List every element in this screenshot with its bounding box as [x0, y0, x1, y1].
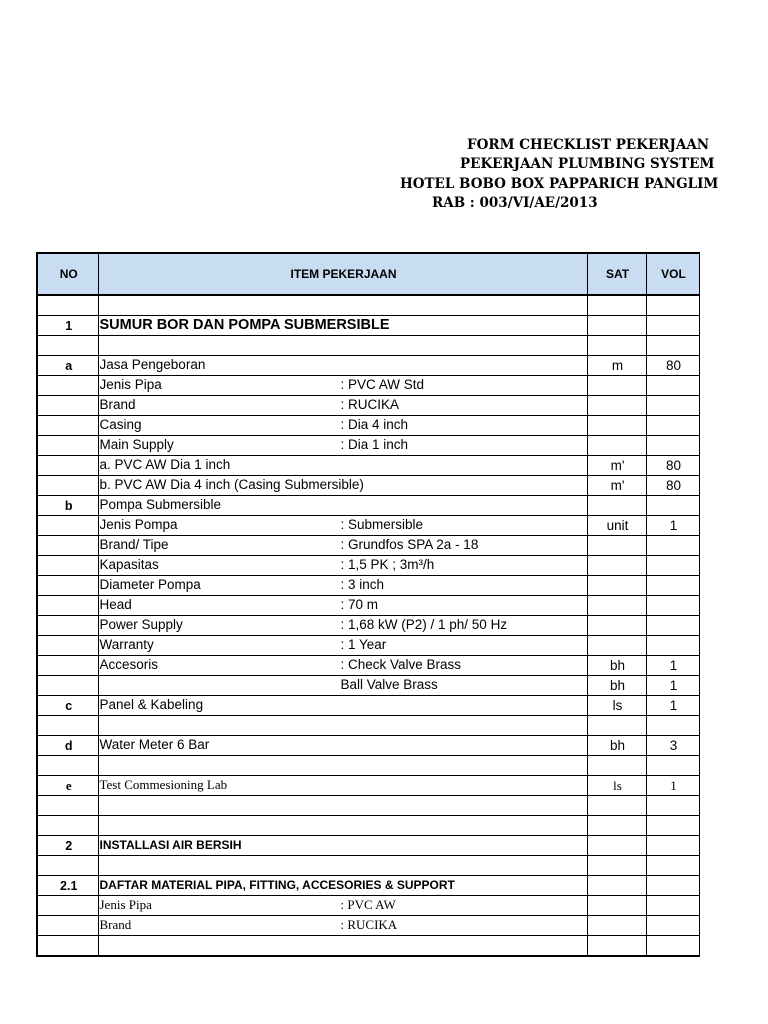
cell-vol[interactable] — [646, 596, 699, 616]
cell-no[interactable] — [37, 416, 98, 436]
cell-no[interactable]: 1 — [37, 316, 98, 336]
cell-vol[interactable]: 1 — [646, 676, 699, 696]
table-row — [37, 616, 699, 636]
cell-vol[interactable] — [646, 376, 699, 396]
item-spec-value: : RUCIKA — [340, 397, 400, 412]
cell-no[interactable] — [37, 476, 98, 496]
cell-vol[interactable] — [646, 396, 699, 416]
cell-vol[interactable]: 1 — [646, 516, 699, 536]
cell-sat[interactable] — [587, 756, 646, 776]
table-row — [37, 696, 699, 716]
cell-item[interactable] — [98, 436, 587, 456]
cell-no[interactable] — [37, 756, 98, 776]
cell-vol[interactable] — [646, 336, 699, 356]
cell-no[interactable] — [37, 396, 98, 416]
cell-sat[interactable]: bh — [587, 736, 646, 756]
item-label: SUMUR BOR DAN POMPA SUBMERSIBLE — [99, 317, 390, 333]
item-label: Jenis Pompa — [99, 517, 178, 532]
cell-no[interactable] — [37, 896, 98, 916]
item-spec-value: : Check Valve Brass — [340, 657, 462, 672]
form-title: FORM CHECKLIST PEKERJAAN — [467, 137, 710, 153]
cell-vol[interactable] — [646, 416, 699, 436]
item-label: Panel & Kabeling — [99, 697, 204, 712]
item-label: Brand/ Tipe — [99, 537, 169, 552]
cell-sat[interactable]: unit — [587, 516, 646, 536]
item-spec-value: : 1 Year — [340, 637, 387, 652]
cell-item[interactable] — [98, 496, 587, 516]
item-label: Water Meter 6 Bar — [99, 737, 210, 752]
cell-sat[interactable] — [587, 916, 646, 936]
cell-item[interactable] — [98, 295, 587, 316]
cell-item[interactable] — [98, 596, 587, 616]
cell-no[interactable]: c — [37, 696, 98, 716]
header-sat: SAT — [587, 253, 646, 295]
item-label: Jenis Pipa — [99, 897, 152, 912]
item-label: Main Supply — [99, 437, 174, 452]
cell-sat[interactable] — [587, 596, 646, 616]
table-row — [37, 756, 699, 776]
header-no: NO — [37, 253, 98, 295]
cell-no[interactable]: 2 — [37, 836, 98, 856]
item-label: Jenis Pipa — [99, 377, 162, 392]
table-row — [37, 836, 699, 856]
cell-vol[interactable] — [646, 496, 699, 516]
cell-vol[interactable] — [646, 836, 699, 856]
item-label: Power Supply — [99, 617, 183, 632]
item-label: Accesoris — [99, 657, 159, 672]
spreadsheet — [36, 252, 698, 940]
cell-vol[interactable] — [646, 536, 699, 556]
table-row — [37, 536, 699, 556]
table-row — [37, 636, 699, 656]
cell-vol[interactable]: 1 — [646, 776, 699, 796]
cell-no[interactable]: b — [37, 496, 98, 516]
cell-vol[interactable] — [646, 856, 699, 876]
cell-vol[interactable] — [646, 876, 699, 896]
item-spec-value: : Submersible — [340, 517, 424, 532]
table-row — [37, 876, 699, 896]
table-header-row — [37, 253, 699, 295]
table-body — [37, 295, 699, 956]
cell-item[interactable] — [98, 776, 587, 796]
cell-vol[interactable] — [646, 756, 699, 776]
table-row — [37, 896, 699, 916]
table-row — [37, 716, 699, 736]
cell-sat[interactable] — [587, 436, 646, 456]
cell-item[interactable] — [98, 356, 587, 376]
table-row — [37, 916, 699, 936]
item-label: Diameter Pompa — [99, 577, 201, 592]
cell-vol[interactable] — [646, 556, 699, 576]
cell-no[interactable] — [37, 336, 98, 356]
table-row — [37, 796, 699, 816]
cell-item[interactable] — [98, 316, 587, 336]
table-row — [37, 476, 699, 496]
cell-item[interactable] — [98, 556, 587, 576]
table-row — [37, 496, 699, 516]
cell-sat[interactable]: m' — [587, 456, 646, 476]
cell-item[interactable] — [98, 816, 587, 836]
cell-no[interactable] — [37, 676, 98, 696]
item-label: Pompa Submersible — [99, 497, 222, 512]
item-spec-value: : Dia 4 inch — [340, 417, 409, 432]
cell-item[interactable] — [98, 936, 587, 957]
item-label: a. PVC AW Dia 1 inch — [99, 457, 231, 472]
cell-no[interactable]: a — [37, 356, 98, 376]
cell-item[interactable] — [98, 476, 587, 496]
cell-no[interactable] — [37, 796, 98, 816]
item-label: Head — [99, 597, 132, 612]
table-row — [37, 676, 699, 696]
cell-item[interactable] — [98, 856, 587, 876]
item-spec-value: : PVC AW — [340, 897, 396, 912]
table-row — [37, 936, 699, 957]
header-item: ITEM PEKERJAAN — [98, 253, 587, 295]
cell-item[interactable] — [98, 676, 587, 696]
item-label: Casing — [99, 417, 142, 432]
cell-item[interactable] — [98, 636, 587, 656]
cell-vol[interactable] — [646, 716, 699, 736]
cell-vol[interactable] — [646, 816, 699, 836]
cell-item[interactable] — [98, 896, 587, 916]
item-spec-value: : 3 inch — [340, 577, 385, 592]
cell-sat[interactable] — [587, 316, 646, 336]
cell-no[interactable] — [37, 636, 98, 656]
table-row — [37, 516, 699, 536]
cell-item[interactable] — [98, 536, 587, 556]
table-row — [37, 736, 699, 756]
cell-item[interactable] — [98, 796, 587, 816]
cell-vol[interactable]: 3 — [646, 736, 699, 756]
table-row — [37, 556, 699, 576]
cell-item[interactable] — [98, 336, 587, 356]
cell-item[interactable] — [98, 836, 587, 856]
cell-vol[interactable] — [646, 576, 699, 596]
item-label: Warranty — [99, 637, 154, 652]
cell-no[interactable] — [37, 596, 98, 616]
item-label: INSTALLASI AIR BERSIH — [99, 838, 242, 852]
table-row — [37, 376, 699, 396]
table-row — [37, 336, 699, 356]
cell-vol[interactable] — [646, 616, 699, 636]
cell-sat[interactable] — [587, 896, 646, 916]
item-label: Brand — [99, 917, 132, 932]
cell-sat[interactable] — [587, 836, 646, 856]
cell-no[interactable] — [37, 456, 98, 476]
cell-sat[interactable] — [587, 536, 646, 556]
item-spec-value: : 1,5 PK ; 3m³/h — [340, 557, 435, 572]
cell-no[interactable] — [37, 856, 98, 876]
cell-vol[interactable] — [646, 936, 699, 957]
table-row — [37, 416, 699, 436]
item-spec-value: : Grundfos SPA 2a - 18 — [340, 537, 479, 552]
cell-vol[interactable]: 80 — [646, 356, 699, 376]
cell-no[interactable]: 2.1 — [37, 876, 98, 896]
cell-no[interactable] — [37, 295, 98, 316]
cell-sat[interactable] — [587, 576, 646, 596]
cell-sat[interactable] — [587, 856, 646, 876]
item-label: b. PVC AW Dia 4 inch (Casing Submersible) — [99, 477, 364, 492]
cell-sat[interactable] — [587, 396, 646, 416]
item-spec-value: : RUCIKA — [340, 917, 398, 932]
cell-sat[interactable]: m' — [587, 476, 646, 496]
cell-sat[interactable] — [587, 716, 646, 736]
cell-item[interactable] — [98, 736, 587, 756]
cell-vol[interactable] — [646, 916, 699, 936]
cell-no[interactable] — [37, 716, 98, 736]
table-row — [37, 776, 699, 796]
cell-item[interactable] — [98, 716, 587, 736]
cell-sat[interactable] — [587, 816, 646, 836]
table-row — [37, 576, 699, 596]
cell-item[interactable] — [98, 376, 587, 396]
cell-vol[interactable] — [646, 436, 699, 456]
cell-sat[interactable] — [587, 336, 646, 356]
cell-item[interactable] — [98, 916, 587, 936]
table-row — [37, 456, 699, 476]
cell-vol[interactable] — [646, 316, 699, 336]
item-spec-value: Ball Valve Brass — [340, 677, 438, 692]
cell-item[interactable] — [98, 616, 587, 636]
cell-sat[interactable] — [587, 376, 646, 396]
cell-sat[interactable]: bh — [587, 676, 646, 696]
project-title: HOTEL BOBO BOX PAPPARICH PANGLIM — [400, 176, 719, 192]
cell-sat[interactable] — [587, 496, 646, 516]
cell-sat[interactable]: bh — [587, 656, 646, 676]
cell-no[interactable] — [37, 916, 98, 936]
cell-no[interactable]: e — [37, 776, 98, 796]
cell-item[interactable] — [98, 516, 587, 536]
cell-item[interactable] — [98, 456, 587, 476]
table-row — [37, 596, 699, 616]
cell-no[interactable] — [37, 556, 98, 576]
cell-vol[interactable]: 1 — [646, 696, 699, 716]
cell-sat[interactable] — [587, 556, 646, 576]
cell-sat[interactable] — [587, 636, 646, 656]
cell-sat[interactable] — [587, 416, 646, 436]
table-row — [37, 316, 699, 336]
item-label: DAFTAR MATERIAL PIPA, FITTING, ACCESORIES & SUPPORT — [99, 878, 455, 892]
cell-sat[interactable] — [587, 616, 646, 636]
cell-vol[interactable]: 1 — [646, 656, 699, 676]
item-label: Kapasitas — [99, 557, 159, 572]
cell-no[interactable] — [37, 376, 98, 396]
cell-item[interactable] — [98, 656, 587, 676]
item-label: Test Commesioning Lab — [99, 777, 228, 792]
cell-sat[interactable]: ls — [587, 776, 646, 796]
table-row — [37, 816, 699, 836]
document-title-block — [0, 0, 768, 220]
item-label: Jasa Pengeboran — [99, 357, 206, 372]
rab-number: RAB : 003/VI/AE/2013 — [432, 195, 598, 211]
item-spec-value: : 1,68 kW (P2) / 1 ph/ 50 Hz — [340, 617, 508, 632]
cell-vol[interactable]: 80 — [646, 476, 699, 496]
cell-vol[interactable] — [646, 636, 699, 656]
cell-no[interactable] — [37, 436, 98, 456]
table-row — [37, 436, 699, 456]
table-row — [37, 356, 699, 376]
cell-item[interactable] — [98, 756, 587, 776]
cell-no[interactable] — [37, 656, 98, 676]
table-row — [37, 396, 699, 416]
cell-item[interactable] — [98, 576, 587, 596]
work-title: PEKERJAAN PLUMBING SYSTEM — [460, 156, 715, 172]
table-row — [37, 856, 699, 876]
item-label: Brand — [99, 397, 136, 412]
header-vol: VOL — [646, 253, 699, 295]
cell-item[interactable] — [98, 876, 587, 896]
table-row — [37, 656, 699, 676]
cell-item[interactable] — [98, 396, 587, 416]
cell-sat[interactable] — [587, 876, 646, 896]
cell-no[interactable] — [37, 616, 98, 636]
cell-sat[interactable]: ls — [587, 696, 646, 716]
checklist-table — [36, 252, 700, 957]
cell-no[interactable] — [37, 936, 98, 957]
cell-no[interactable]: d — [37, 736, 98, 756]
cell-sat[interactable] — [587, 936, 646, 957]
cell-sat[interactable] — [587, 796, 646, 816]
cell-sat[interactable]: m — [587, 356, 646, 376]
cell-vol[interactable] — [646, 896, 699, 916]
item-spec-value: : Dia 1 inch — [340, 437, 409, 452]
cell-vol[interactable] — [646, 796, 699, 816]
cell-no[interactable] — [37, 516, 98, 536]
cell-no[interactable] — [37, 536, 98, 556]
cell-sat[interactable] — [587, 295, 646, 316]
cell-item[interactable] — [98, 696, 587, 716]
item-spec-value: : PVC AW Std — [340, 377, 425, 392]
item-spec-value: : 70 m — [340, 597, 379, 612]
cell-no[interactable] — [37, 576, 98, 596]
cell-no[interactable] — [37, 816, 98, 836]
cell-vol[interactable]: 80 — [646, 456, 699, 476]
cell-item[interactable] — [98, 416, 587, 436]
table-row — [37, 295, 699, 316]
cell-vol[interactable] — [646, 295, 699, 316]
